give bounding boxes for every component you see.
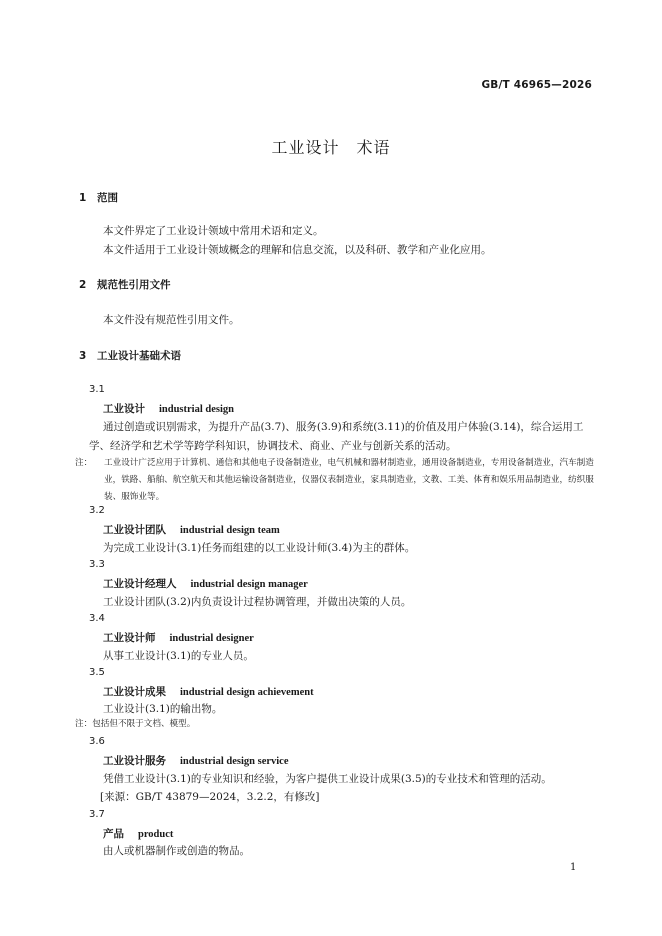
term-zh: 工业设计师 (103, 632, 156, 644)
term-zh: 工业设计 (103, 403, 145, 415)
term-definition: 凭借工业设计(3.1)的专业知识和经验，为客户提供工业设计成果(3.5)的专业技术和管理的活动。 (103, 773, 552, 785)
term-definition: 工业设计(3.1)的输出物。 (103, 703, 223, 715)
term-zh: 工业设计成果 (103, 686, 166, 698)
term-number: 3.7 (89, 809, 105, 820)
term-source: [来源：GB/T 43879—2024，3.2.2，有修改] (100, 791, 320, 803)
section-2-heading (79, 277, 171, 292)
note-text: 工业设计广泛应用于计算机、通信和其他电子设备制造业，电气机械和器材制造业，通用设备制造业，专用设备制造业，汽车制造业，铁路、船舶、航空航天和其他运输设备制造业，仪器仪表制造业，家具制造业，文教、工美、体育和娱乐用品制造业，纺织服装、服饰业等。 (104, 458, 594, 502)
term-number: 3.6 (89, 736, 105, 747)
term-zh: 工业设计经理人 (103, 578, 177, 590)
paragraph: 本文件没有规范性引用文件。 (103, 314, 240, 326)
term-number: 3.1 (89, 384, 105, 395)
section-number: 3 (79, 350, 87, 362)
term-number: 3.4 (89, 613, 105, 624)
term-en: industrial designer (169, 633, 254, 644)
term-zh: 工业设计服务 (103, 755, 166, 767)
term-number: 3.3 (89, 559, 105, 570)
term-definition: 通过创造或识别需求，为提升产品(3.7)、服务(3.9)和系统(3.11)的价值及用户体验(3.14)，综合运用工学、经济学和艺术学等跨学科知识，协调技术、商业、产业与创新关系的活动。 (89, 421, 584, 452)
section-1-heading (79, 190, 118, 205)
standard-number: GB/T 46965—2026 (481, 79, 592, 91)
note-label: 注： (75, 458, 93, 468)
section-number: 1 (79, 192, 87, 204)
term-en: product (138, 829, 174, 840)
term-zh: 工业设计团队 (103, 524, 166, 536)
term-en: industrial design (159, 404, 234, 415)
term-heading (103, 401, 234, 416)
term-heading (103, 522, 280, 537)
term-en: industrial design team (180, 525, 280, 536)
section-title: 工业设计基础术语 (97, 350, 181, 362)
page-number: 1 (570, 862, 577, 873)
section-3-heading (79, 348, 181, 363)
paragraph: 本文件界定了工业设计领域中常用术语和定义。 (103, 225, 324, 237)
section-title: 规范性引用文件 (97, 279, 171, 291)
note-label: 注： (75, 719, 93, 729)
term-en: industrial design achievement (180, 687, 314, 698)
term-en: industrial design manager (190, 579, 308, 590)
section-title: 范围 (97, 192, 118, 204)
term-note (75, 716, 195, 733)
term-number: 3.2 (89, 505, 105, 516)
term-heading (103, 630, 254, 645)
note-text: 包括但不限于文档、模型。 (92, 719, 196, 729)
term-en: industrial design service (180, 756, 289, 767)
paragraph: 本文件适用于工业设计领域概念的理解和信息交流，以及科研、教学和产业化应用。 (103, 244, 492, 256)
term-heading (103, 576, 308, 591)
term-note (75, 455, 595, 506)
term-zh: 产品 (103, 828, 124, 840)
term-definition: 由人或机器制作或创造的物品。 (103, 845, 250, 857)
term-number: 3.5 (89, 667, 105, 678)
term-definition: 为完成工业设计(3.1)任务而组建的以工业设计师(3.4)为主的群体。 (103, 542, 416, 554)
term-heading (103, 753, 289, 768)
term-heading (103, 826, 173, 841)
term-definition: 工业设计团队(3.2)内负责设计过程协调管理，并做出决策的人员。 (103, 596, 412, 608)
section-number: 2 (79, 279, 87, 291)
document-title: 工业设计 术语 (271, 138, 391, 157)
term-heading (103, 684, 314, 699)
term-definition: 从事工业设计(3.1)的专业人员。 (103, 650, 254, 662)
